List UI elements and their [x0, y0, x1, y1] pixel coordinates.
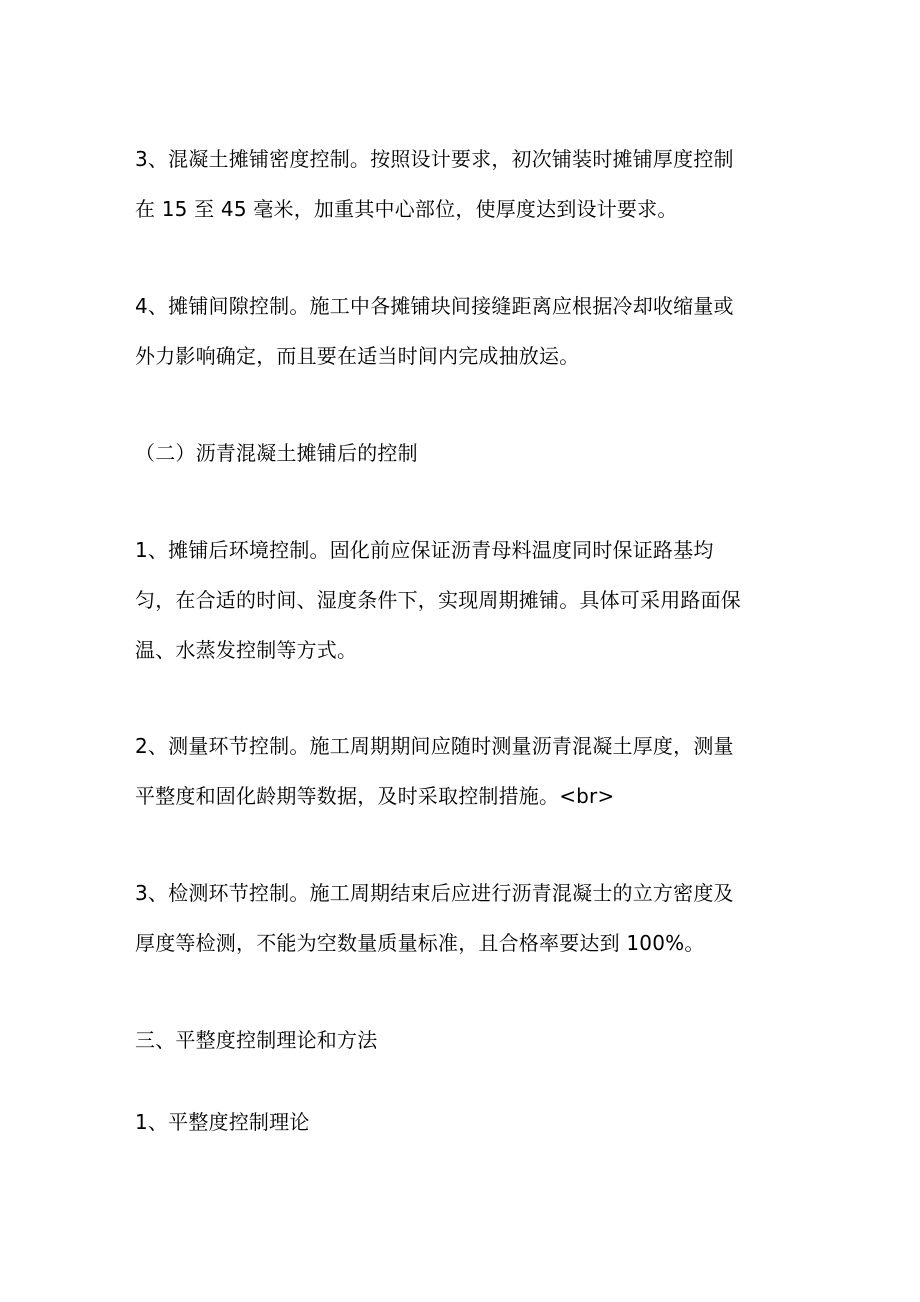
paragraph-line: 温、水蒸发控制等方式。 — [135, 638, 358, 662]
section-heading-post-paving-control — [135, 428, 795, 478]
paragraph-paving-density-control — [135, 134, 795, 234]
paragraph-line: 平整度和固化龄期等数据，及时采取控制措施。<br> — [135, 784, 615, 808]
heading-line: 三、平整度控制理论和方法 — [135, 1028, 378, 1052]
paragraph-line: 2、测量环节控制。施工周期期间应随时测量沥青混凝土厚度，测量 — [135, 734, 734, 758]
heading-line: （二）沥青混凝土摊铺后的控制 — [135, 441, 418, 465]
paragraph-inspection-control — [135, 868, 795, 968]
subheading-flatness-theory — [135, 1097, 795, 1147]
paragraph-line: 匀，在合适的时间、湿度条件下，实现周期摊铺。具体可采用路面保 — [135, 588, 741, 612]
paragraph-measurement-control — [135, 721, 795, 821]
paragraph-line: 厚度等检测，不能为空数量质量标准，且合格率要达到 100%。 — [135, 931, 705, 955]
heading-line: 1、平整度控制理论 — [135, 1110, 310, 1134]
paragraph-line: 4、摊铺间隙控制。施工中各摊铺块间接缝距离应根据冷却收缩量或 — [135, 294, 734, 318]
paragraph-line: 3、检测环节控制。施工周期结束后应进行沥青混凝士的立方密度及 — [135, 881, 734, 905]
paragraph-paving-gap-control — [135, 281, 795, 381]
paragraph-line: 3、混凝土摊铺密度控制。按照设计要求，初次铺装时摊铺厚度控制 — [135, 147, 734, 171]
paragraph-line: 外力影响确定，而且要在适当时间内完成抽放运。 — [135, 344, 580, 368]
paragraph-environment-control — [135, 525, 795, 675]
section-heading-flatness-theory-method — [135, 1015, 795, 1065]
paragraph-line: 1、摊铺后环境控制。固化前应保证沥青母料温度同时保证路基均 — [135, 538, 714, 562]
paragraph-line: 在 15 至 45 毫米，加重其中心部位，使厚度达到设计要求。 — [135, 197, 678, 221]
